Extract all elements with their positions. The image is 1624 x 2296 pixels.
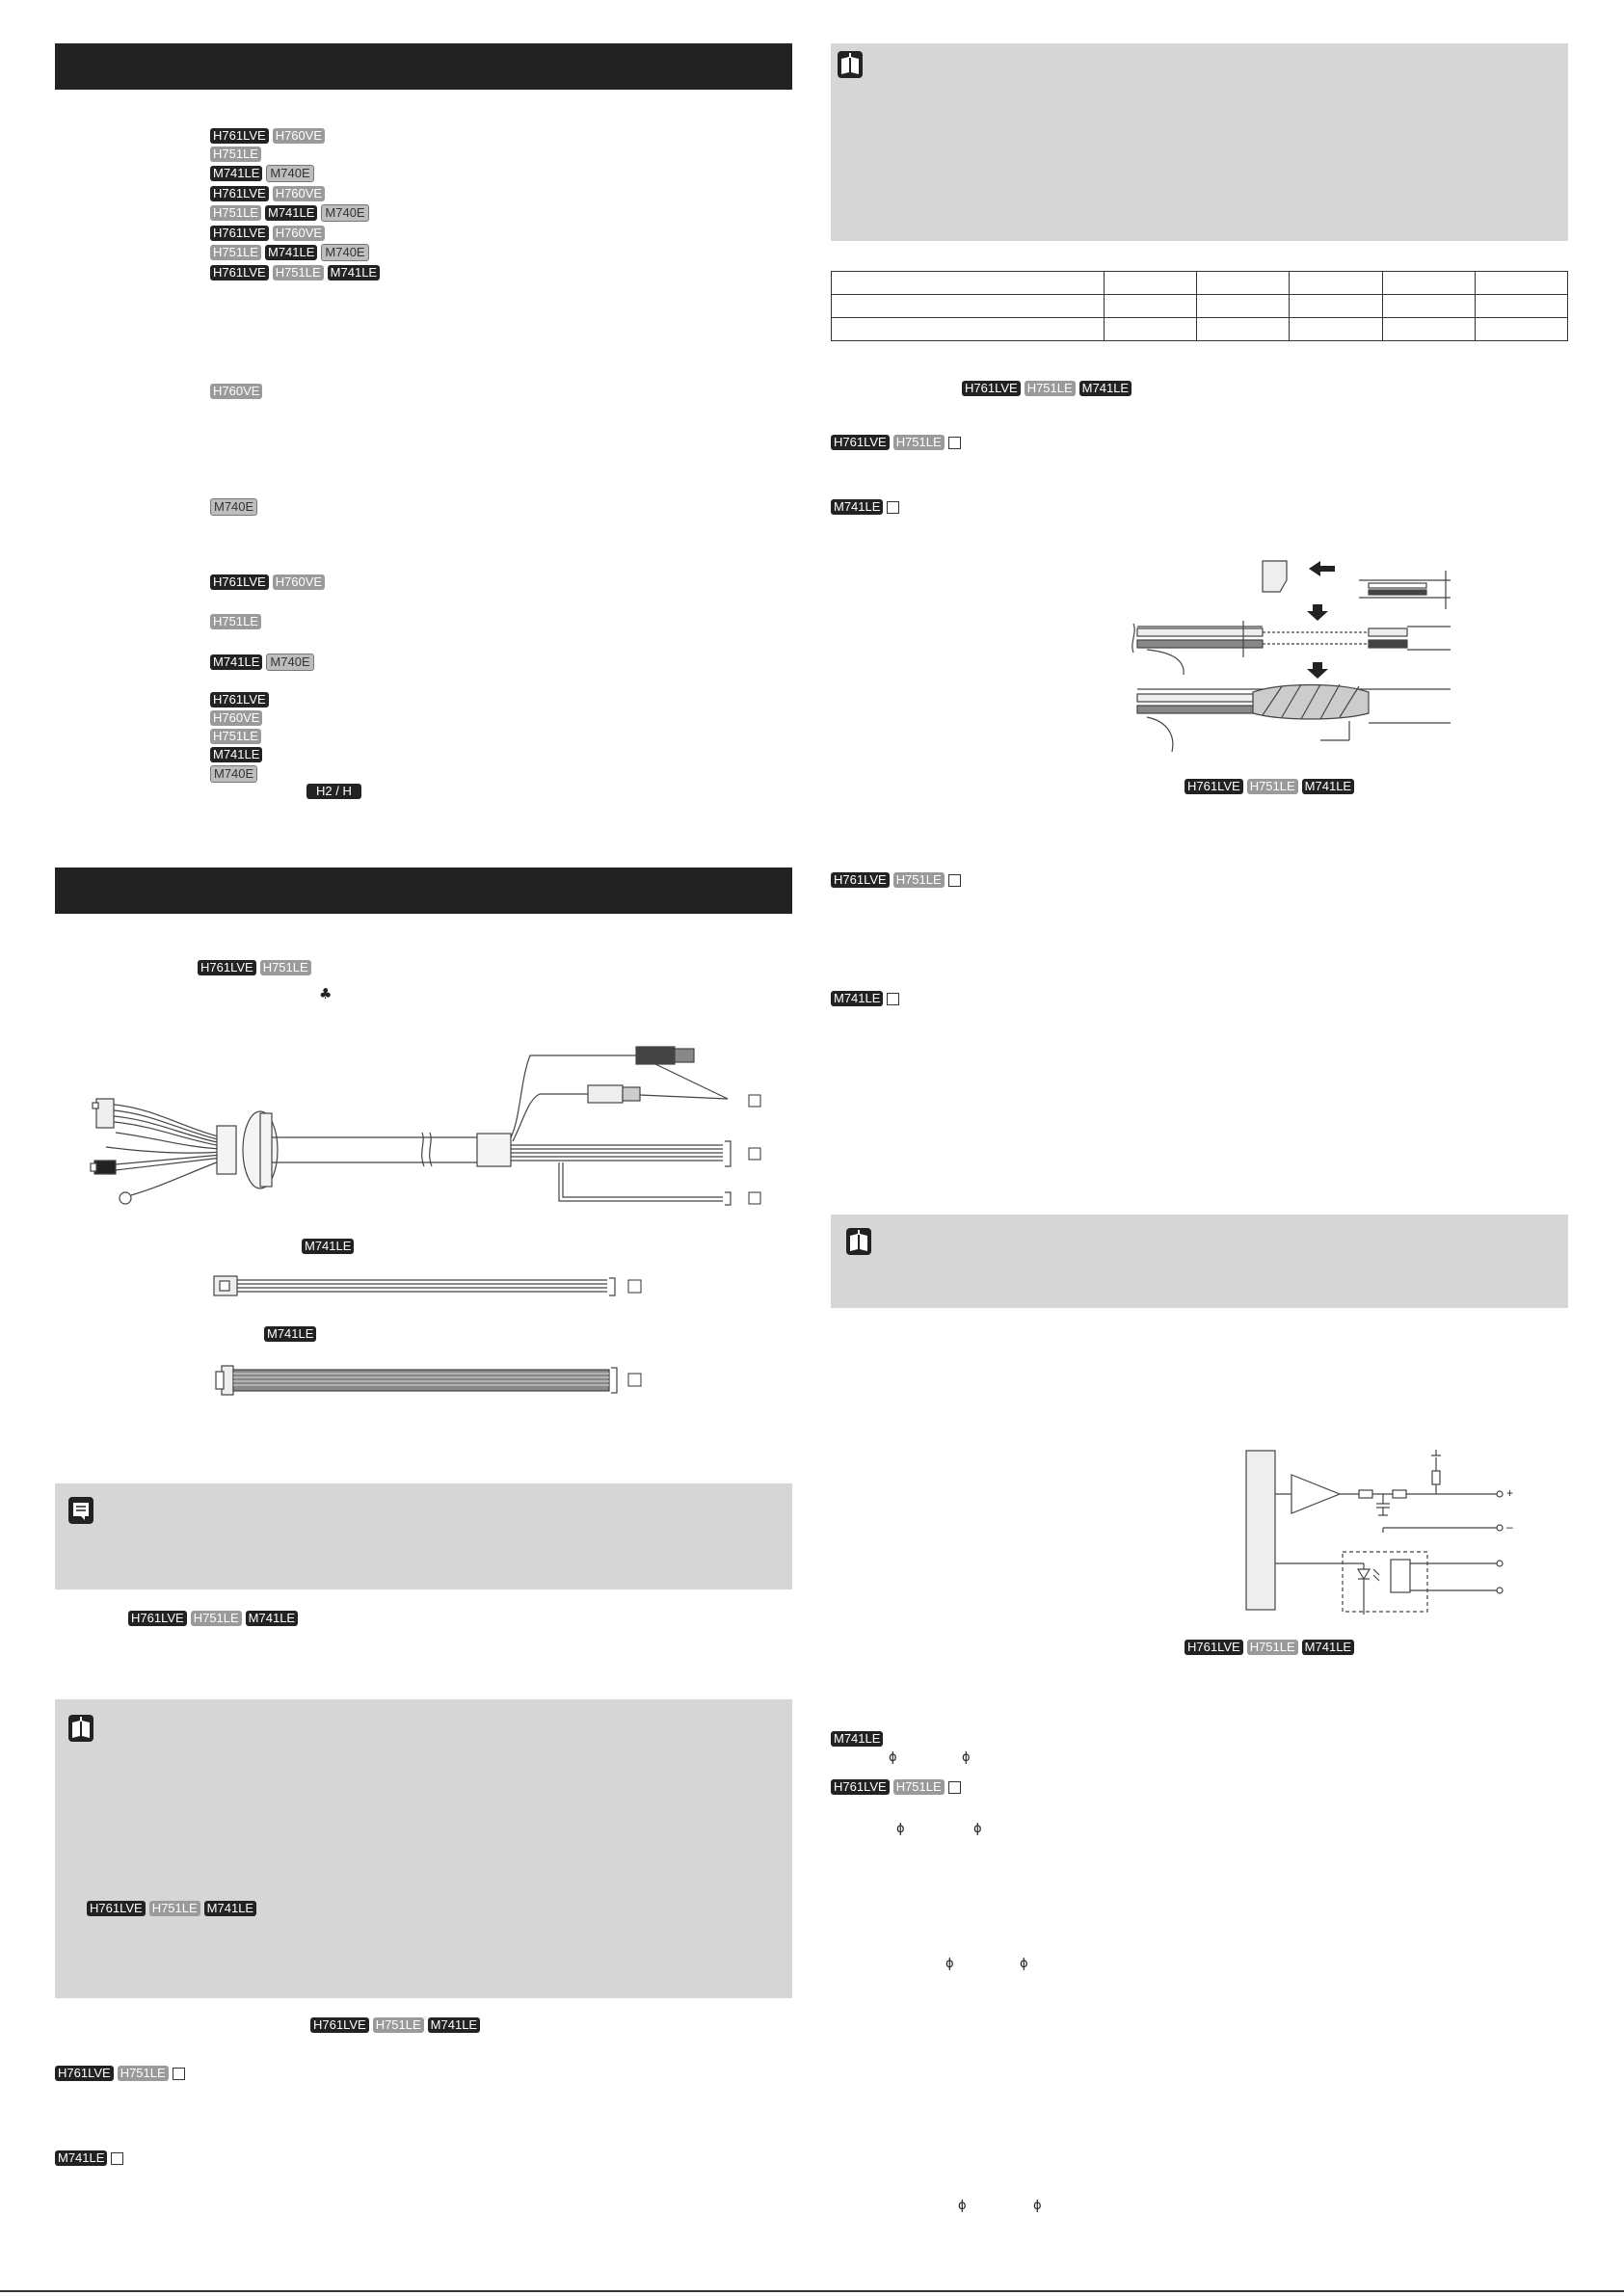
model-tag: H751LE xyxy=(893,1779,945,1795)
model-tag: M741LE xyxy=(1302,779,1354,794)
model-tag: H751LE xyxy=(1025,381,1076,396)
empty-square-icon xyxy=(173,2068,185,2080)
model-tag: M741LE xyxy=(265,205,317,221)
model-tags-row-17 xyxy=(210,747,266,762)
table-cell xyxy=(1197,318,1290,341)
wire-splice-diagram xyxy=(1128,551,1455,759)
model-tag: H760VE xyxy=(273,186,325,201)
model-tags-row-7 xyxy=(210,244,373,261)
m741le-cable-diagram-1 xyxy=(212,1272,646,1301)
table-cell xyxy=(1290,318,1382,341)
table-cell xyxy=(1197,295,1290,318)
m741le-cable-tag-1 xyxy=(302,1239,358,1254)
left-models-row-a xyxy=(310,2017,484,2033)
model-tag: H760VE xyxy=(273,128,325,144)
model-tag: H751LE xyxy=(210,729,261,744)
model-tag: M741LE xyxy=(210,166,262,181)
model-tag: H751LE xyxy=(893,435,945,450)
model-tag: H761LVE xyxy=(1185,779,1243,794)
important-note-box-left xyxy=(55,1699,792,1998)
model-tag: H760VE xyxy=(210,710,262,726)
empty-square-icon xyxy=(887,501,899,514)
important-note-box-right xyxy=(831,1215,1568,1308)
phi-symbol: ϕ xyxy=(973,1822,982,1836)
table-cell xyxy=(832,295,1105,318)
model-tag: M741LE xyxy=(204,1901,256,1916)
model-tag: H761LVE xyxy=(128,1611,187,1626)
model-tag: M741LE xyxy=(831,499,883,515)
model-tag: H760VE xyxy=(273,574,325,590)
page-bottom-rule xyxy=(0,2290,1624,2292)
model-tag: M741LE xyxy=(831,1731,883,1747)
right-models-row-d xyxy=(831,872,961,888)
model-tag: H751LE xyxy=(893,872,945,888)
right-models-row-a xyxy=(962,381,1135,396)
model-tag: M741LE xyxy=(831,991,883,1006)
phi-symbol: ϕ xyxy=(896,1822,905,1836)
phi-symbol: ϕ xyxy=(889,1750,897,1765)
model-tag: H761LVE xyxy=(831,435,890,450)
left-models-row-b xyxy=(55,2066,185,2081)
table-cell xyxy=(1475,272,1567,295)
section-header-bar-1 xyxy=(55,43,792,90)
right-models-row-b xyxy=(831,435,961,450)
model-tag: H751LE xyxy=(210,245,261,260)
phi-symbol: ϕ xyxy=(945,1957,954,1971)
model-tag: M741LE xyxy=(265,245,317,260)
phi-symbol: ϕ xyxy=(1020,1957,1028,1971)
model-tag: M741LE xyxy=(1302,1640,1354,1655)
table-row xyxy=(832,295,1568,318)
model-tag: M740E xyxy=(266,654,313,671)
table-cell xyxy=(1290,272,1382,295)
model-tag: M740E xyxy=(321,244,368,261)
model-tag: H761LVE xyxy=(210,128,269,144)
model-tags-row-8 xyxy=(210,265,384,280)
model-tag: H751LE xyxy=(260,960,311,975)
h2-h-tag-row xyxy=(306,784,365,799)
model-tag: H761LVE xyxy=(962,381,1021,396)
info-book-icon xyxy=(68,1715,93,1742)
circuit-plus-label: + xyxy=(1506,1486,1514,1500)
cable-models-row xyxy=(198,960,315,975)
model-tags-row-5 xyxy=(210,204,373,222)
circuit-models-row xyxy=(1185,1640,1358,1655)
model-tags-row-3 xyxy=(210,165,318,182)
empty-square-icon xyxy=(887,993,899,1005)
model-tag: M741LE xyxy=(264,1326,316,1342)
cable-assembly-diagram xyxy=(67,1041,771,1215)
phi-symbol: ϕ xyxy=(958,2199,967,2213)
model-tags-row-12 xyxy=(210,614,265,629)
model-tag: H761LVE xyxy=(198,960,256,975)
model-tags-row-10 xyxy=(210,498,261,516)
right-models-row-e xyxy=(831,991,899,1006)
circuit-minus-label: – xyxy=(1506,1520,1513,1534)
model-tags-row-1 xyxy=(210,128,329,144)
h2-h-tag: H2 / H xyxy=(306,784,361,799)
model-tag: M741LE xyxy=(1079,381,1131,396)
table-row xyxy=(832,318,1568,341)
model-tags-row-16 xyxy=(210,729,265,744)
model-tags-row-4 xyxy=(210,186,329,201)
model-tag: M741LE xyxy=(328,265,380,280)
memo-models-row xyxy=(128,1611,302,1626)
model-tag: H760VE xyxy=(210,384,262,399)
model-tag: H751LE xyxy=(210,147,261,162)
empty-square-icon xyxy=(948,437,961,449)
model-tag: H760VE xyxy=(273,226,325,241)
model-tag: M740E xyxy=(210,498,257,516)
table-cell xyxy=(1382,272,1475,295)
club-symbol: ♣ xyxy=(319,985,333,1002)
table-cell xyxy=(1475,295,1567,318)
model-tags-row-14 xyxy=(210,692,273,707)
model-tag: H761LVE xyxy=(831,872,890,888)
info-book-icon xyxy=(838,51,863,78)
table-cell xyxy=(1105,272,1197,295)
model-tag: H761LVE xyxy=(310,2017,369,2033)
right-models-row-f xyxy=(831,1731,887,1747)
model-tag: M741LE xyxy=(428,2017,480,2033)
empty-square-icon xyxy=(948,874,961,887)
left-models-row-c xyxy=(55,2150,123,2166)
model-tag: H751LE xyxy=(118,2066,169,2081)
model-tag: H761LVE xyxy=(55,2066,114,2081)
right-models-row-c xyxy=(831,499,899,515)
section-header-bar-2 xyxy=(55,868,792,914)
model-tag: M740E xyxy=(210,765,257,783)
model-tag: H751LE xyxy=(191,1611,242,1626)
model-tag: M741LE xyxy=(55,2150,107,2166)
model-tags-row-2 xyxy=(210,147,265,162)
model-tag: H761LVE xyxy=(210,186,269,201)
spec-table xyxy=(831,271,1568,341)
table-row xyxy=(832,272,1568,295)
m741le-cable-diagram-2 xyxy=(212,1362,646,1401)
empty-square-icon xyxy=(111,2152,123,2165)
model-tag: H761LVE xyxy=(210,226,269,241)
table-cell xyxy=(1382,295,1475,318)
phi-symbol: ϕ xyxy=(962,1750,971,1765)
m741le-cable-tag-2 xyxy=(264,1326,320,1342)
info-book-icon xyxy=(846,1228,871,1255)
model-tags-row-13 xyxy=(210,654,318,671)
important-note-box-top xyxy=(831,43,1568,241)
model-tags-row-11 xyxy=(210,574,329,590)
table-cell xyxy=(1475,318,1567,341)
model-tag: M741LE xyxy=(210,654,262,670)
model-tag: H761LVE xyxy=(210,265,269,280)
io-circuit-diagram xyxy=(1238,1446,1528,1634)
model-tag: H751LE xyxy=(210,614,261,629)
table-cell xyxy=(1290,295,1382,318)
model-tag: H751LE xyxy=(210,205,261,221)
model-tag: H761LVE xyxy=(210,574,269,590)
model-tag: M740E xyxy=(321,204,368,222)
model-tag: M741LE xyxy=(302,1239,354,1254)
model-tag: H751LE xyxy=(373,2017,424,2033)
model-tags-row-6 xyxy=(210,226,329,241)
table-cell xyxy=(1105,295,1197,318)
model-tag: M740E xyxy=(266,165,313,182)
table-cell xyxy=(832,272,1105,295)
model-tags-row-9 xyxy=(210,384,266,399)
model-tag: H761LVE xyxy=(1185,1640,1243,1655)
right-models-row-g xyxy=(831,1779,961,1795)
model-tag: H751LE xyxy=(1247,1640,1298,1655)
model-tag: M741LE xyxy=(210,747,262,762)
phi-symbol: ϕ xyxy=(1033,2199,1042,2213)
model-tag: H761LVE xyxy=(87,1901,146,1916)
table-cell xyxy=(1382,318,1475,341)
splice-models-row xyxy=(1185,779,1358,794)
important-models-row xyxy=(87,1901,260,1916)
memo-note-box xyxy=(55,1483,792,1589)
model-tag: M741LE xyxy=(246,1611,298,1626)
table-cell xyxy=(832,318,1105,341)
model-tag: H751LE xyxy=(273,265,324,280)
memo-icon xyxy=(68,1497,93,1524)
table-cell xyxy=(1105,318,1197,341)
model-tag: H751LE xyxy=(1247,779,1298,794)
model-tag: H761LVE xyxy=(831,1779,890,1795)
model-tag: H761LVE xyxy=(210,692,269,707)
model-tags-row-18 xyxy=(210,765,261,783)
model-tag: H751LE xyxy=(149,1901,200,1916)
table-cell xyxy=(1197,272,1290,295)
empty-square-icon xyxy=(948,1781,961,1794)
model-tags-row-15 xyxy=(210,710,266,726)
